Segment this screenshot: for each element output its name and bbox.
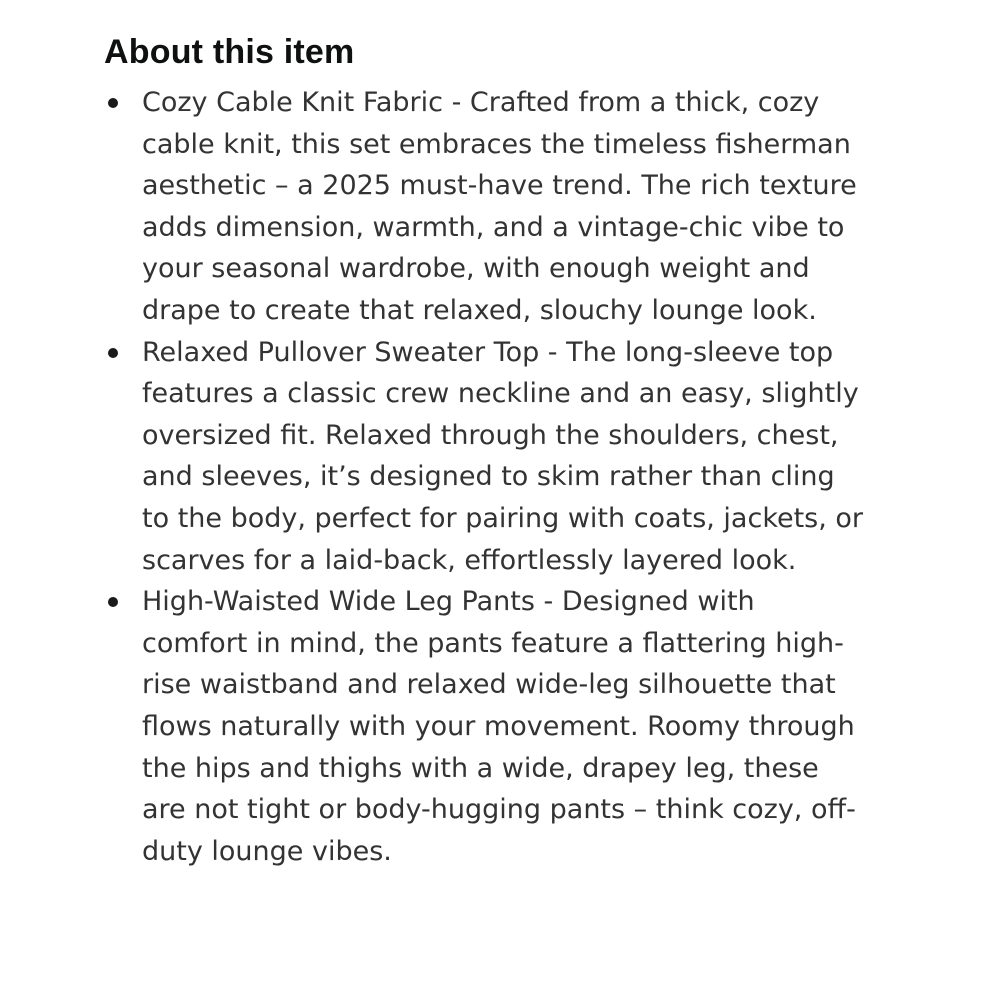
feature-bullet-list — [104, 82, 984, 872]
feature-bullet-item — [104, 82, 864, 332]
feature-bullet-text: High-Waisted Wide Leg Pants - Designed with comfort in mind, the pants feature a flattering high-rise waistband and relaxed wide-leg silhouette that flows naturally with your movement. Roomy through the hips and thighs with a wide, drapey leg, these are not tight or body-hugging pants – think cozy, off-duty lounge vibes. — [142, 586, 856, 867]
feature-bullet-item — [104, 332, 864, 582]
feature-bullet-text: Relaxed Pullover Sweater Top - The long-sleeve top features a classic crew neckline and an easy, slightly oversized fit. Relaxed through the shoulders, chest, and sleeves, it’s designed to skim rather than cling to the body, perfect for pairing with coats, jackets, or scarves for a laid-back, effortlessly layered look. — [142, 336, 864, 576]
bullet-dot-icon — [108, 98, 118, 108]
bullet-dot-icon — [108, 348, 118, 358]
about-this-item-section — [104, 28, 984, 872]
feature-bullet-text: Cozy Cable Knit Fabric - Crafted from a thick, cozy cable knit, this set embraces the timeless fisherman aesthetic – a 2025 must-have trend. The rich texture adds dimension, warmth, and a vintage-chic vibe to your seasonal wardrobe, with enough weight and drape to create that relaxed, slouchy lounge look. — [142, 87, 857, 326]
section-title: About this item — [104, 33, 355, 71]
feature-bullet-item — [104, 581, 864, 872]
bullet-dot-icon — [108, 597, 118, 607]
